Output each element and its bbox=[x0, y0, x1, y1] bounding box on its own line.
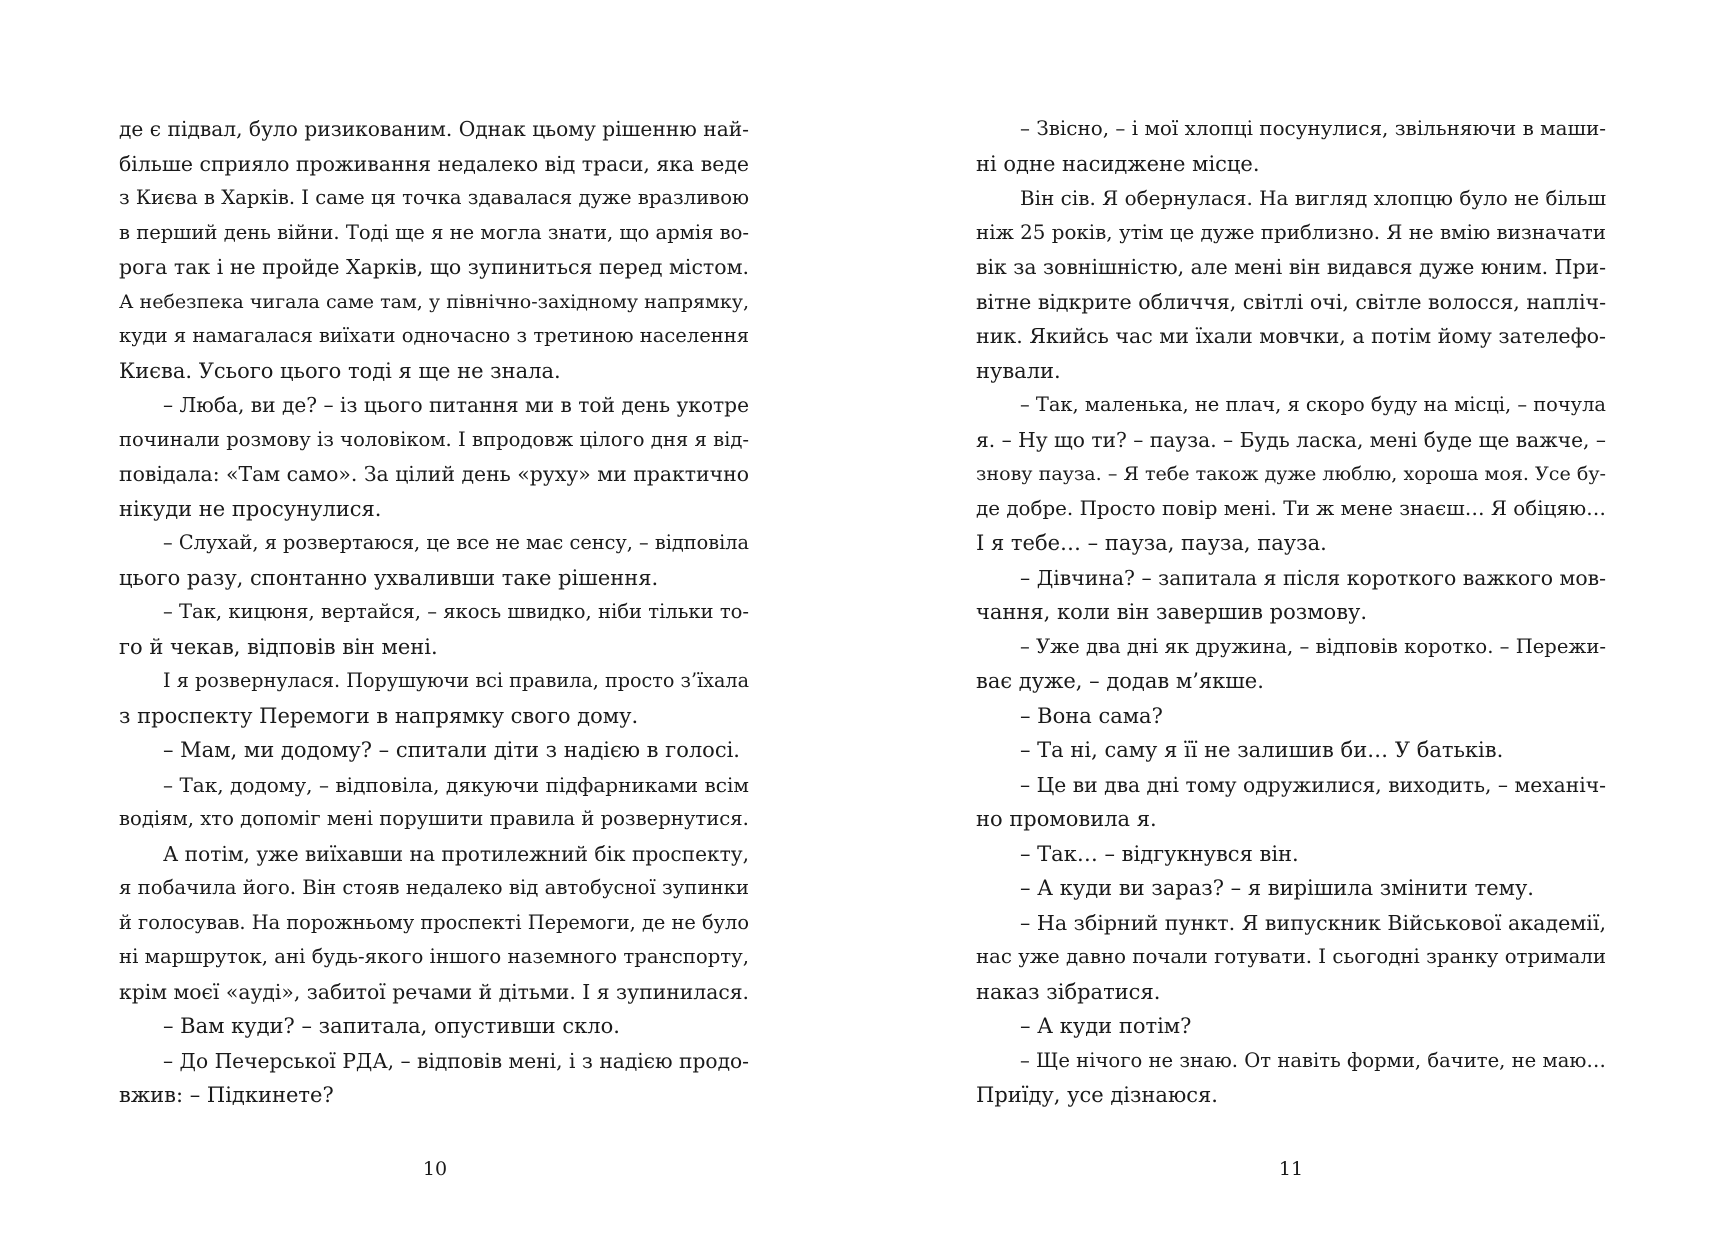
text-line: І я тебе… – пауза, пауза, пауза. bbox=[976, 531, 1327, 555]
text-line: го й чекав, відповів він мені. bbox=[119, 634, 438, 659]
text-line: – На збірний пункт. Я випускник Військової академії, bbox=[1020, 910, 1606, 935]
text-line: І я розвернулася. Порушуючи всі правила, просто з’їхала bbox=[163, 669, 749, 692]
text-line: А небезпека чигала саме там, у північно-західному напрямку, bbox=[119, 290, 749, 313]
text-line: ні одне насиджене місце. bbox=[976, 151, 1260, 176]
text-line: рога так і не пройде Харків, що зупиниться перед містом. bbox=[119, 255, 749, 279]
left-page-text bbox=[119, 112, 749, 1113]
text-line: – Мам, ми додому? – спитали діти з надією в голосі. bbox=[163, 738, 740, 762]
text-line: з проспекту Перемоги в напрямку свого дому. bbox=[119, 703, 639, 728]
text-line: – Та ні, саму я її не залишив би… У батьків. bbox=[1020, 738, 1504, 762]
text-line: – Так… – відгукнувся він. bbox=[1020, 841, 1299, 866]
text-line: Він сів. Я обернулася. На вигляд хлопцю було не більш bbox=[1020, 186, 1606, 210]
text-line: – Це ви два дні тому одружилися, виходить, – механіч- bbox=[1020, 772, 1606, 797]
text-line: в перший день війни. Тоді ще я не могла знати, що армія во- bbox=[119, 220, 749, 244]
left-page-number: 10 bbox=[422, 1158, 448, 1180]
text-line: я. – Ну що ти? – пауза. – Будь ласка, мені буде ще важче, – bbox=[976, 427, 1606, 452]
text-line: нас уже давно почали готувати. І сьогодні зранку отримали bbox=[976, 945, 1606, 968]
text-line: – Уже два дні як дружина, – відповів коротко. – Пережи- bbox=[1020, 634, 1606, 658]
text-line: водіям, хто допоміг мені порушити правила й розвернутися. bbox=[119, 807, 749, 830]
text-line: ні маршруток, ані будь-якого іншого наземного транспорту, bbox=[119, 945, 749, 968]
text-line: – Люба, ви де? – із цього питання ми в той день укотре bbox=[163, 393, 749, 417]
text-line: повідала: «Там само». За цілий день «руху» ми практично bbox=[119, 462, 749, 486]
text-line: – Дівчина? – запитала я після короткого важкого мов- bbox=[1020, 565, 1606, 590]
right-page-number: 11 bbox=[1278, 1158, 1304, 1180]
text-line: ник. Якийсь час ми їхали мовчки, а потім йому зателефо- bbox=[976, 324, 1606, 348]
text-line: – Ще нічого не знаю. От навіть форми, бачите, не маю… bbox=[1020, 1048, 1606, 1072]
text-line: я побачила його. Він стояв недалеко від автобусної зупинки bbox=[119, 876, 749, 899]
text-line: – Слухай, я розвертаюся, це все не має сенсу, – відповіла bbox=[163, 531, 749, 554]
text-line: но промовила я. bbox=[976, 807, 1157, 831]
text-line: знову пауза. – Я тебе також дуже люблю, хороша моя. Усе бу- bbox=[976, 463, 1606, 485]
text-line: нікуди не просунулися. bbox=[119, 496, 382, 521]
text-line: вжив: – Підкинете? bbox=[119, 1083, 334, 1107]
text-line: й голосував. На порожньому проспекті Перемоги, де не було bbox=[119, 910, 749, 934]
text-line: вітне відкрите обличчя, світлі очі, світле волосся, напліч- bbox=[976, 289, 1606, 314]
text-line: – Вона сама? bbox=[1020, 703, 1163, 728]
text-line: А потім, уже виїхавши на протилежний бік проспекту, bbox=[163, 841, 749, 866]
text-line: Приїду, усе дізнаюся. bbox=[976, 1083, 1218, 1107]
text-line: ває дуже, – додав м’якше. bbox=[976, 669, 1264, 693]
text-line: вік за зовнішністю, але мені він видався дуже юним. При- bbox=[976, 255, 1606, 279]
text-line: нували. bbox=[976, 358, 1061, 383]
text-line: з Києва в Харків. І саме ця точка здавалася дуже вразливою bbox=[119, 186, 749, 209]
text-line: чання, коли він завершив розмову. bbox=[976, 600, 1368, 624]
text-line: де добре. Просто повір мені. Ти ж мене знаєш… Я обіцяю… bbox=[976, 496, 1606, 520]
text-line: ніж 25 років, утім це дуже приблизно. Я не вмію визначати bbox=[976, 220, 1606, 244]
text-line: куди я намагалася виїхати одночасно з третиною населення bbox=[119, 324, 749, 347]
right-page-text bbox=[976, 112, 1606, 1113]
text-line: Києва. Усього цього тоді я ще не знала. bbox=[119, 358, 561, 383]
text-line: де є підвал, було ризикованим. Однак цьому рішенню най- bbox=[119, 117, 749, 141]
text-line: починали розмову із чоловіком. І впродовж цілого дня я від- bbox=[119, 427, 749, 451]
text-line: – Звісно, – і мої хлопці посунулися, звільняючи в маши- bbox=[1020, 117, 1606, 140]
text-line: – Так, кицюня, вертайся, – якось швидко, ніби тільки то- bbox=[163, 600, 749, 623]
text-line: більше сприяло проживання недалеко від траси, яка веде bbox=[119, 151, 749, 176]
text-line: – А куди ви зараз? – я вирішила змінити тему. bbox=[1020, 876, 1534, 900]
text-line: крім моєї «ауді», забитої речами й дітьми. І я зупинилася. bbox=[119, 979, 750, 1004]
text-line: – Так, маленька, не плач, я скоро буду на місці, – почула bbox=[1020, 393, 1606, 416]
text-line: – А куди потім? bbox=[1020, 1014, 1192, 1038]
text-line: наказ зібратися. bbox=[976, 979, 1161, 1004]
text-line: – До Печерської РДА, – відповів мені, і з надією продо- bbox=[163, 1048, 749, 1073]
text-line: – Вам куди? – запитала, опустивши скло. bbox=[163, 1014, 620, 1038]
text-line: – Так, додому, – відповіла, дякуючи підфарниками всім bbox=[163, 772, 749, 797]
text-line: цього разу, спонтанно ухваливши таке рішення. bbox=[119, 565, 659, 590]
